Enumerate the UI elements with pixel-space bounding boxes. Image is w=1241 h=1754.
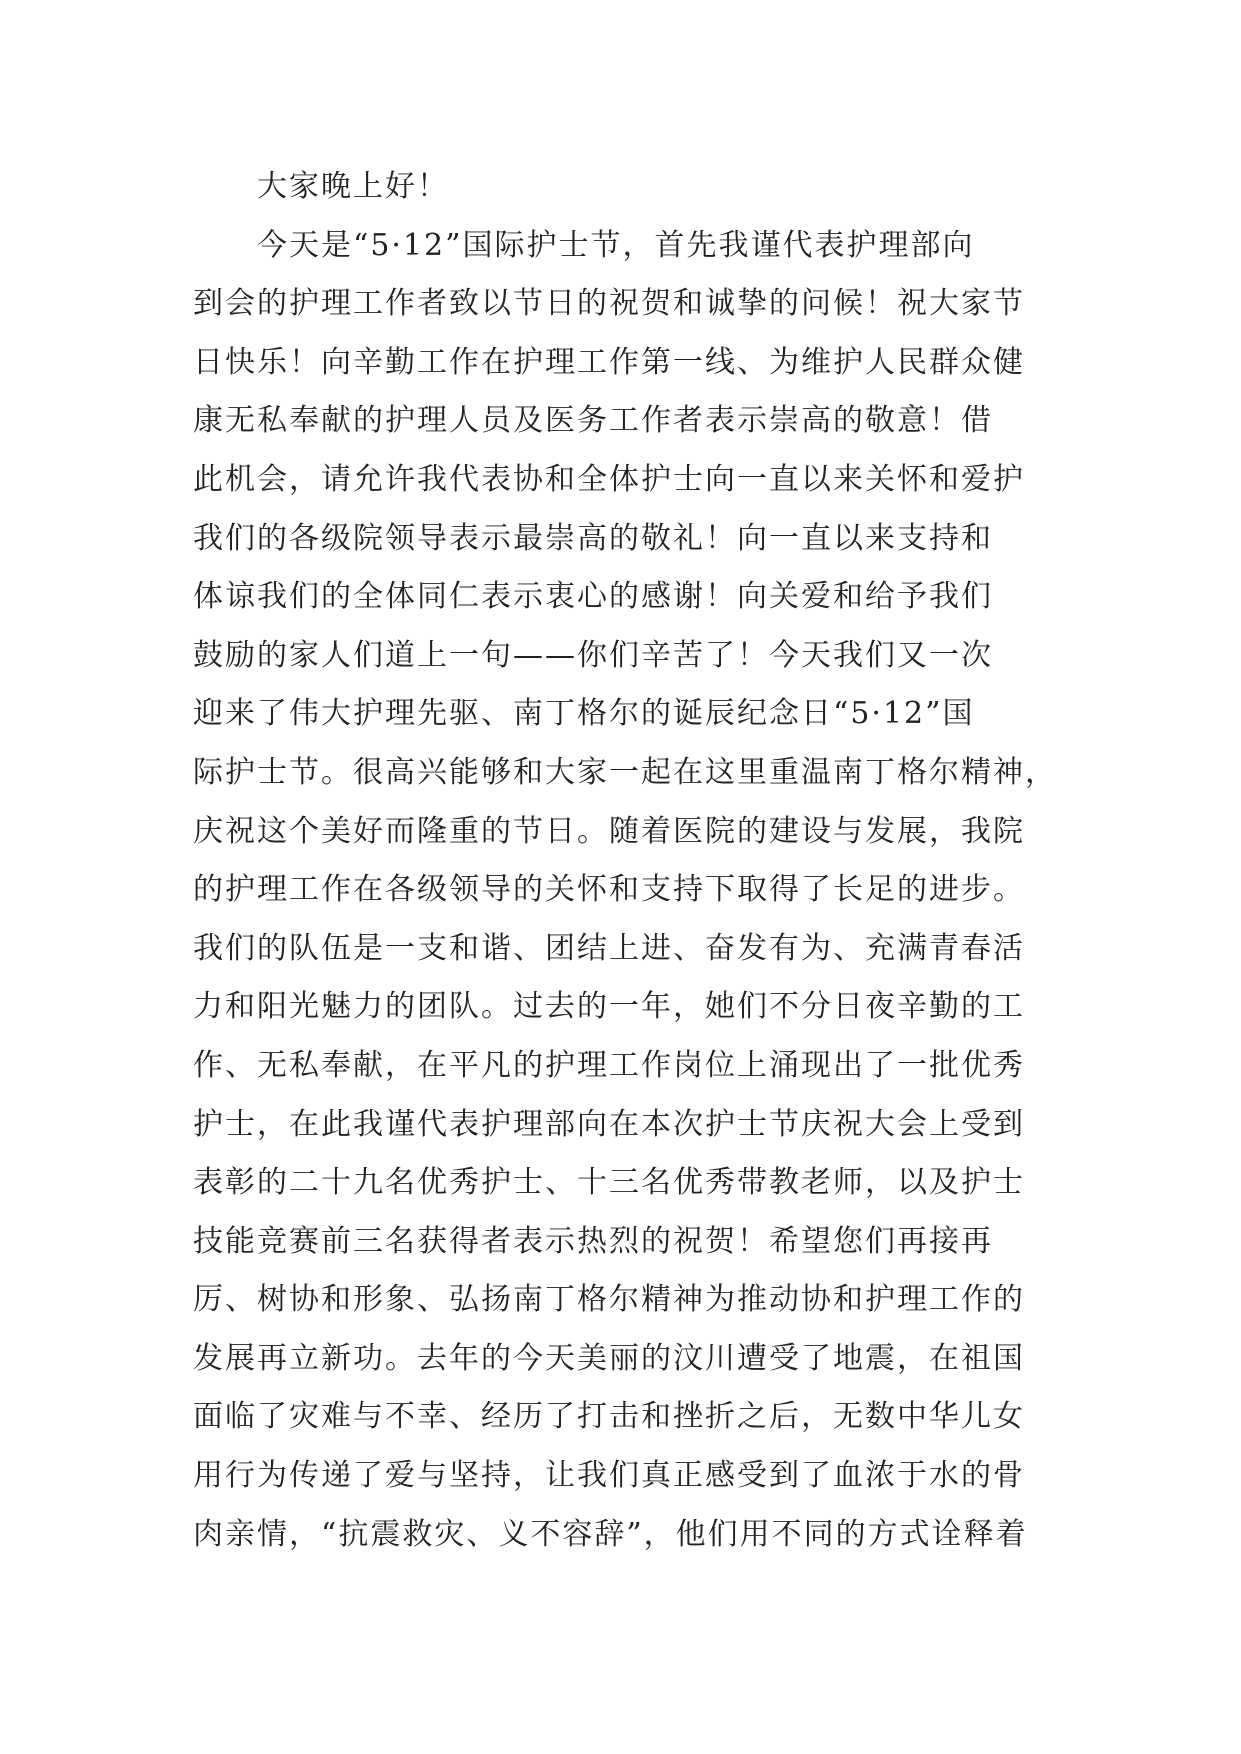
- paragraph-line: 到会的护理工作者致以节日的祝贺和诚挚的问候！祝大家节: [193, 286, 1025, 322]
- paragraph-line: 我们的各级院领导表示最崇高的敬礼！向一直以来支持和: [193, 520, 993, 556]
- paragraph-line: 肉亲情，“抗震救灾、义不容辞”，他们用不同的方式诠释着: [193, 1516, 1028, 1552]
- paragraph-line: 体谅我们的全体同仁表示衷心的感谢！向关爱和给予我们: [193, 579, 993, 615]
- paragraph-line: 厉、树协和形象、弘扬南丁格尔精神为推动协和护理工作的: [193, 1282, 1025, 1318]
- paragraph-line: 作、无私奉献，在平凡的护理工作岗位上涌现出了一批优秀: [193, 1047, 1025, 1083]
- paragraph-line: 庆祝这个美好而隆重的节日。随着医院的建设与发展，我院: [193, 813, 1025, 849]
- paragraph-line: 鼓励的家人们道上一句——你们辛苦了！今天我们又一次: [193, 637, 993, 673]
- paragraph-line: 此机会，请允许我代表协和全体护士向一直以来关怀和爱护: [193, 461, 1025, 497]
- paragraph-line: 面临了灾难与不幸、经历了打击和挫折之后，无数中华儿女: [193, 1399, 1025, 1435]
- paragraph-line: 我们的队伍是一支和谐、团结上进、奋发有为、充满青春活: [193, 930, 1025, 966]
- paragraph-line: 康无私奉献的护理人员及医务工作者表示崇高的敬意！借: [193, 403, 993, 439]
- paragraph-line: 表彰的二十九名优秀护士、十三名优秀带教老师，以及护士: [193, 1165, 1025, 1201]
- paragraph-line: 际护士节。很高兴能够和大家一起在这里重温南丁格尔精神，: [193, 754, 1057, 790]
- paragraph-line: 用行为传递了爱与坚持，让我们真正感受到了血浓于水的骨: [193, 1458, 1025, 1494]
- paragraph-line: 力和阳光魅力的团队。过去的一年，她们不分日夜辛勤的工: [193, 989, 1025, 1025]
- speech-text: [193, 158, 1073, 1564]
- paragraph-line: 的护理工作在各级领导的关怀和支持下取得了长足的进步。: [193, 872, 1025, 908]
- paragraph-line: 今天是“5·12”国际护士节，首先我谨代表护理部向: [257, 227, 975, 263]
- paragraph-line: 护士，在此我谨代表护理部向在本次护士节庆祝大会上受到: [193, 1106, 1025, 1142]
- paragraph-line: 迎来了伟大护理先驱、南丁格尔的诞辰纪念日“5·12”国: [193, 696, 975, 732]
- paragraph-line: 发展再立新功。去年的今天美丽的汶川遭受了地震，在祖国: [193, 1340, 1025, 1376]
- greeting-line: 大家晚上好！: [257, 169, 449, 204]
- paragraph-line: 日快乐！向辛勤工作在护理工作第一线、为维护人民群众健: [193, 344, 1025, 380]
- paragraph-line: 技能竞赛前三名获得者表示热烈的祝贺！希望您们再接再: [193, 1223, 993, 1259]
